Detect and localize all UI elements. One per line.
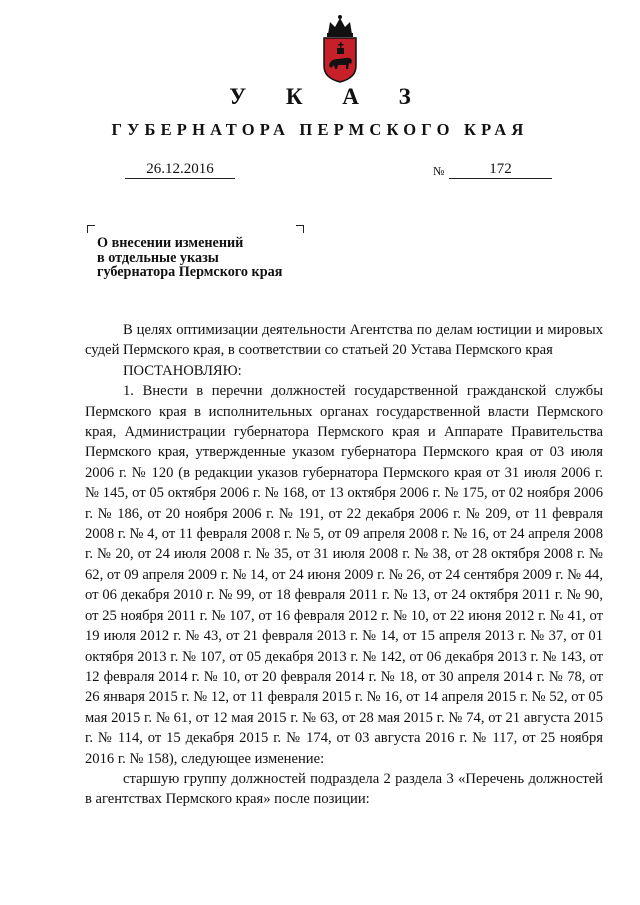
decree-word: ПОСТАНОВЛЯЮ: — [123, 362, 242, 379]
subject-corner-right — [296, 225, 304, 233]
coat-of-arms-icon — [318, 14, 362, 84]
preamble-paragraph: В целях оптимизации деятельности Агентства по делам юстиции и мировых судей Пермского края, в соответствии со статьей 20 Устава Пермского края — [85, 322, 603, 359]
document-body — [85, 320, 603, 810]
issuer-line: ГУБЕРНАТОРА ПЕРМСКОГО КРАЯ — [111, 120, 529, 139]
document-title: У К А З — [229, 84, 428, 109]
subject-corner-left — [87, 225, 95, 233]
subject-block — [97, 236, 282, 280]
item-1-paragraph: 1. Внести в перечни должностей государственной гражданской службы Пермского края в исполнительных органах государственной власти Пермского края, Администрации губернатора Пермского края и Аппарате Правительства Пермского края, утвержденные указом губернатора Пермского края от 03 июля 2006 г. № 120 (в редакции указов губернатора Пермского края от 31 июля 2006 г. № 145, от 05 октября 2006 г. № 168, от 13 октября 2006 г. № 175, от 02 ноября 2006 г. № 186, от 20 ноября 2006 г. № 191, от 22 декабря 2006 г. № 209, от 11 февраля 2008 г. № 4, от 11 февраля 2008 г. № 5, от 09 апреля 2008 г. № 16, от 24 апреля 2008 г. № 20, от 24 июля 2008 г. № 35, от 31 июля 2008 г. № 38, от 28 октября 2008 г. № 62, от 09 апреля 2009 г. № 14, от 24 июня 2009 г. № 26, от 24 сентября 2009 г. № 44, от 06 декабря 2010 г. № 99, от 18 февраля 2011 г. № 13, от 24 октября 2011 г. № 90, от 25 ноября 2011 г. № 107, от 16 февраля 2012 г. № 10, от 22 июня 2012 г. № 41, от 19 июля 2012 г. № 43, от 21 февраля 2013 г. № 14, от 15 апреля 2013 г. № 37, от 01 октября 2013 г. № 107, от 05 декабря 2013 г. № 142, от 06 декабря 2013 г. № 143, от 12 февраля 2014 г. № 10, от 20 февраля 2014 г. № 18, от 30 апреля 2014 г. № 78, от 26 января 2015 г. № 12, от 11 февраля 2015 г. № 16, от 14 апреля 2015 г. № 52, от 05 мая 2015 г. № 61, от 12 мая 2015 г. № 63, от 28 мая 2015 г. № 74, от 21 августа 2015 г. № 114, от 15 декабря 2015 г. № 174, от 03 августа 2016 г. № 117, от 25 ноября 2016 г. № 158), следующее изменение: — [85, 383, 603, 767]
item-1-sub-paragraph: старшую группу должностей подраздела 2 раздела 3 «Перечень должностей в агентствах Пермского края» после позиции: — [85, 770, 603, 808]
subject-line: в отдельные указы — [97, 249, 219, 266]
subject-line: губернатора Пермского края — [97, 264, 283, 280]
document-date: 26.12.2016 — [125, 160, 235, 179]
number-sign: № — [433, 164, 445, 178]
subject-line: О внесении изменений — [97, 235, 244, 251]
document-number: 172 — [449, 160, 552, 179]
